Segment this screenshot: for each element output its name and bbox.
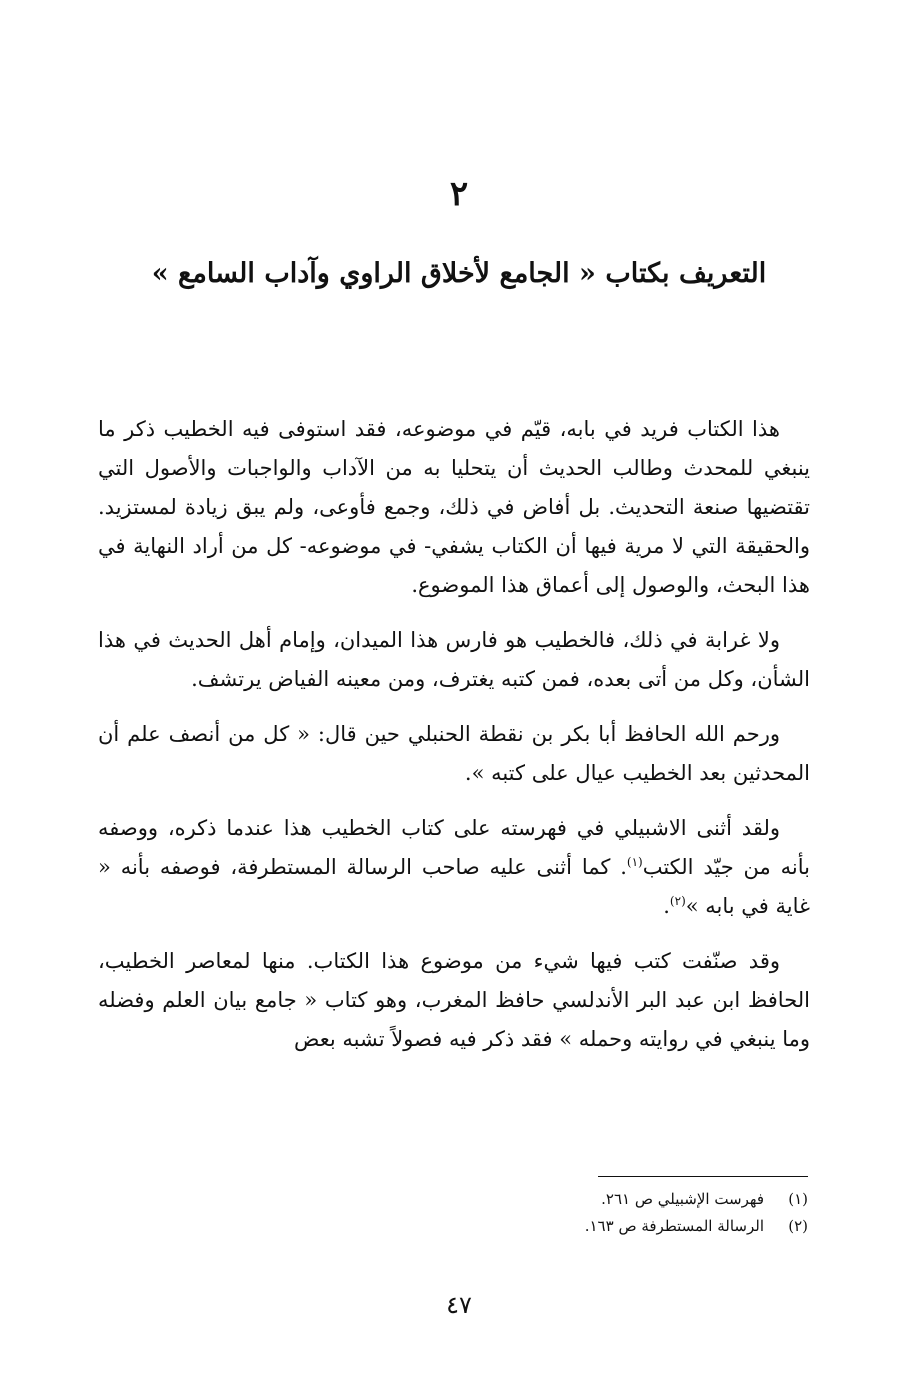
footnote-ref-2: (٢) — [669, 894, 686, 908]
paragraph-text: . — [663, 894, 670, 918]
footnote-text: الرسالة المستطرفة ص ١٦٣. — [584, 1217, 764, 1235]
page-number: ٤٧ — [446, 1291, 472, 1319]
paragraph: ولا غرابة في ذلك، فالخطيب هو فارس هذا الميدان، وإمام أهل الحديث في هذا الشأن، وكل من أتى بعده، فمن كتبه يغترف، ومن معينه الفياض يرتشف. — [98, 628, 810, 691]
footnote-number: (١) — [788, 1190, 808, 1208]
paragraph: هذا الكتاب فريد في بابه، قيّم في موضوعه، فقد استوفى فيه الخطيب ذكر ما ينبغي للمحدث وطالب الحديث أن يتحليا به من الآداب والواجبات والأصول التي تقتضيها صنعة التحديث. بل أفاض في ذلك، وجمع فأوعى، ولم يبق زيادة لمستزيد. والحقيقة التي لا مرية فيها أن الكتاب يشفي- في موضوعه- كل من أراد النهاية في هذا البحث، والوصول إلى أعماق هذا الموضوع. — [98, 417, 810, 597]
chapter-title: التعريف بكتاب « الجامع لأخلاق الراوي وآداب السامع » — [151, 258, 767, 289]
paragraph-text: ولقد أثنى الاشبيلي في فهرسته على كتاب الخطيب هذا عندما ذكره، ووصفه بأنه من جيّد الكتب — [98, 816, 810, 879]
body-text — [98, 410, 810, 1075]
chapter-number: ٢ — [449, 174, 469, 214]
paragraph: ورحم الله الحافظ أبا بكر بن نقطة الحنبلي حين قال: « كل من أنصف علم أن المحدثين بعد الخطيب عيال على كتبه ». — [98, 722, 810, 785]
footnote-item — [208, 1213, 808, 1240]
footnote-ref-1: (١) — [626, 855, 643, 869]
paragraph: وقد صنّفت كتب فيها شيء من موضوع هذا الكتاب. منها لمعاصر الخطيب، الحافظ ابن عبد البر الأندلسي حافظ المغرب، وهو كتاب « جامع بيان العلم وفضله وما ينبغي في روايته وحمله » فقد ذكر فيه فصولاً تشبه بعض — [98, 949, 810, 1051]
footnotes — [208, 1186, 808, 1240]
footnote-number: (٢) — [788, 1217, 808, 1235]
footnote-divider — [598, 1176, 808, 1177]
paragraph — [98, 809, 810, 926]
footnote-item — [208, 1186, 808, 1213]
paragraph-text: . كما أثنى عليه صاحب الرسالة المستطرفة، فوصفه بأنه « غاية في بابه » — [98, 855, 810, 918]
footnote-text: فهرست الإشبيلي ص ٢٦١. — [601, 1190, 764, 1208]
